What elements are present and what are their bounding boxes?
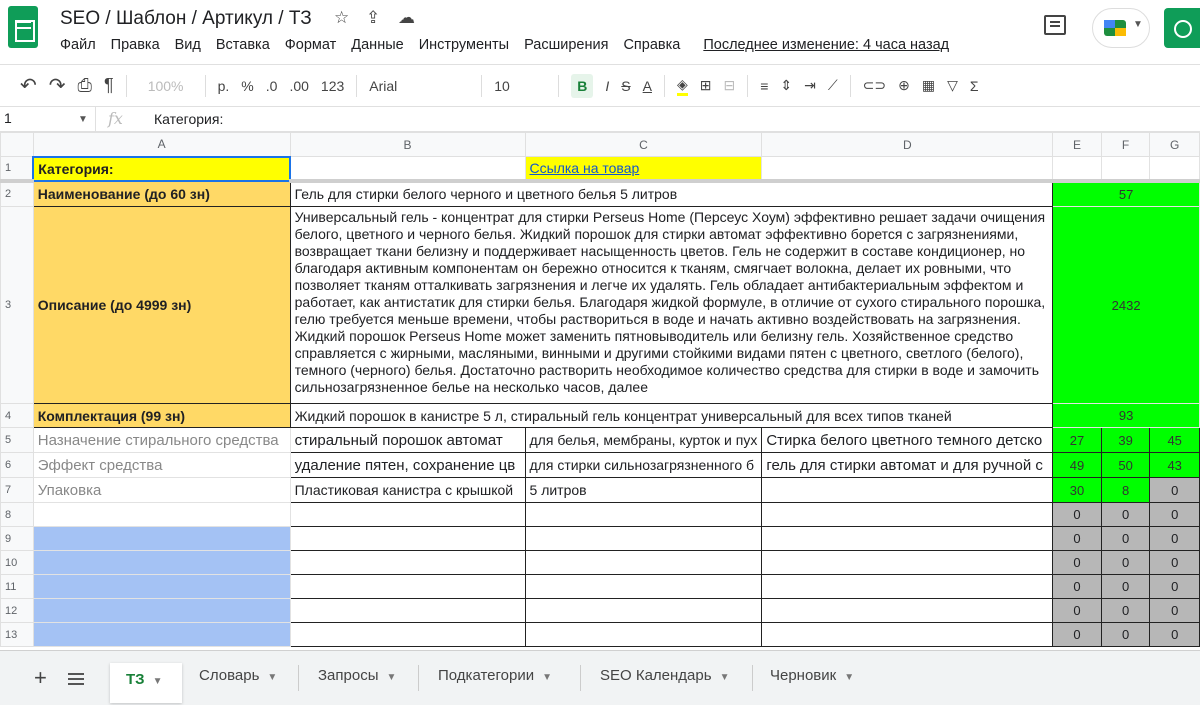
chevron-down-icon: ▼ xyxy=(78,114,88,125)
font-size-select[interactable]: 10 xyxy=(494,77,510,94)
insert-chart-icon[interactable]: ▦ xyxy=(921,77,936,93)
cell[interactable] xyxy=(290,527,525,551)
cell[interactable] xyxy=(290,623,525,647)
cell-zero[interactable]: 0 xyxy=(1053,503,1102,527)
horizontal-align-icon[interactable]: ≡ xyxy=(760,77,769,94)
select-all-corner[interactable] xyxy=(1,133,34,157)
row-header[interactable]: 3 xyxy=(1,207,34,404)
insert-link-icon[interactable]: ⊂⊃ xyxy=(862,77,887,93)
move-folder-icon[interactable]: ⇪ xyxy=(366,8,381,27)
menu-data[interactable]: Данные xyxy=(351,37,404,53)
menu-view[interactable]: Вид xyxy=(174,37,201,53)
merge-cells-icon[interactable]: ⊟ xyxy=(723,77,736,93)
last-edit-link[interactable]: Последнее изменение: 4 часа назад xyxy=(703,37,950,53)
cell-name-label[interactable]: Наименование (до 60 зн) xyxy=(33,181,290,207)
bold-button[interactable]: B xyxy=(571,74,593,98)
cell-zero[interactable]: 0 xyxy=(1101,599,1150,623)
toolbar-divider xyxy=(664,75,665,97)
tab-divider xyxy=(418,665,419,691)
cell[interactable] xyxy=(525,527,762,551)
cell-purpose-g[interactable]: 45 xyxy=(1150,428,1200,453)
paint-format-icon[interactable]: ¶ xyxy=(103,75,114,95)
row-header[interactable]: 1 xyxy=(1,157,34,181)
row-header[interactable]: 2 xyxy=(1,181,34,207)
cell[interactable] xyxy=(290,157,525,181)
sheet-tab-label: Запросы xyxy=(318,667,379,684)
menu-extensions[interactable]: Расширения xyxy=(524,37,609,53)
sheet-tab-label: SEO Календарь xyxy=(600,667,712,684)
toolbar-divider xyxy=(558,75,559,97)
chevron-down-icon[interactable]: ▼ xyxy=(844,672,855,683)
cell-zero[interactable]: 0 xyxy=(1101,551,1150,575)
menu-file[interactable]: Файл xyxy=(60,37,96,53)
share-button[interactable] xyxy=(1164,8,1200,48)
cell-effect-d[interactable]: гель для стирки автомат и для ручной с xyxy=(762,453,1053,478)
cell[interactable] xyxy=(525,503,762,527)
add-sheet-icon[interactable]: + xyxy=(34,665,47,690)
sheet-tab-label: ТЗ xyxy=(126,671,145,688)
cell-package-label[interactable]: Упаковка xyxy=(33,478,290,503)
cell-zero[interactable]: 0 xyxy=(1101,527,1150,551)
zoom-select[interactable]: 100% xyxy=(147,77,184,94)
more-formats-button[interactable]: 123 xyxy=(320,77,345,94)
menu-insert[interactable]: Вставка xyxy=(215,37,270,53)
cell[interactable] xyxy=(33,575,290,599)
column-header-f[interactable]: F xyxy=(1101,133,1150,157)
cell[interactable] xyxy=(33,503,290,527)
cell-name-value[interactable]: Гель для стирки белого черного и цветного белья 5 литров xyxy=(290,181,1053,207)
borders-icon[interactable]: ⊞ xyxy=(699,77,712,93)
font-select[interactable]: Arial xyxy=(369,77,398,94)
italic-button[interactable]: I xyxy=(605,77,610,94)
cell-product-link[interactable]: Ссылка на товар xyxy=(525,157,762,181)
cell[interactable] xyxy=(762,478,1053,503)
cell[interactable] xyxy=(762,503,1053,527)
cell[interactable] xyxy=(762,623,1053,647)
cell-kit-count[interactable]: 93 xyxy=(1053,404,1200,428)
cell-name-count[interactable]: 57 xyxy=(1053,181,1200,207)
menu-edit[interactable]: Правка xyxy=(110,37,160,53)
cell-purpose-f[interactable]: 39 xyxy=(1101,428,1150,453)
title-bar xyxy=(0,0,1200,64)
cell-purpose-label[interactable]: Назначение стирального средства xyxy=(33,428,290,453)
cell-purpose-e[interactable]: 27 xyxy=(1053,428,1102,453)
toolbar xyxy=(0,64,1200,106)
toolbar-divider xyxy=(126,75,127,97)
cell-zero[interactable]: 0 xyxy=(1053,623,1102,647)
cell[interactable] xyxy=(762,551,1053,575)
toolbar-divider xyxy=(205,75,206,97)
cell[interactable] xyxy=(33,551,290,575)
cell-package-f[interactable]: 8 xyxy=(1101,478,1150,503)
cell-effect-b[interactable]: удаление пятен, сохранение цв xyxy=(290,453,525,478)
tab-divider xyxy=(298,665,299,691)
cell-table xyxy=(0,132,1200,647)
insert-comment-icon[interactable]: ⊕ xyxy=(898,77,910,93)
sheet-tab-seo-calendar[interactable] xyxy=(600,667,729,684)
increase-decimal-button[interactable]: .00 xyxy=(289,77,309,94)
cell-zero[interactable]: 0 xyxy=(1101,503,1150,527)
formula-input[interactable]: Категория: xyxy=(154,111,224,127)
strikethrough-button[interactable]: S xyxy=(621,77,631,94)
toolbar-divider xyxy=(850,75,851,97)
cell-effect-f[interactable]: 50 xyxy=(1101,453,1150,478)
document-title[interactable]: SEO / Шаблон / Артикул / ТЗ xyxy=(60,8,312,29)
row-header[interactable]: 10 xyxy=(1,551,34,575)
column-header-g[interactable]: G xyxy=(1150,133,1200,157)
meet-button[interactable] xyxy=(1092,8,1150,48)
cell-zero[interactable]: 0 xyxy=(1150,575,1200,599)
sheet-tab-t3[interactable] xyxy=(110,663,182,703)
menu-help[interactable]: Справка xyxy=(623,37,681,53)
chevron-down-icon: ▼ xyxy=(1133,19,1143,30)
cell[interactable] xyxy=(762,157,1053,181)
cell[interactable] xyxy=(33,623,290,647)
cell-zero[interactable]: 0 xyxy=(1053,575,1102,599)
cell[interactable] xyxy=(762,599,1053,623)
cell[interactable] xyxy=(762,575,1053,599)
cell-category-label[interactable]: Категория: xyxy=(33,157,290,181)
cell[interactable] xyxy=(1101,157,1150,181)
menu-tools[interactable]: Инструменты xyxy=(418,37,510,53)
cell[interactable] xyxy=(525,623,762,647)
row-header[interactable]: 12 xyxy=(1,599,34,623)
meet-icon xyxy=(1104,20,1126,36)
vertical-align-icon[interactable]: ⇕ xyxy=(780,77,793,93)
cell-package-b[interactable]: Пластиковая канистра с крышкой xyxy=(290,478,525,503)
row-header[interactable]: 7 xyxy=(1,478,34,503)
menu-format[interactable]: Формат xyxy=(284,37,337,53)
cell-kit-label[interactable]: Комплектация (99 зн) xyxy=(33,404,290,428)
cell-zero[interactable]: 0 xyxy=(1150,527,1200,551)
toolbar-divider xyxy=(747,75,748,97)
cell-zero[interactable]: 0 xyxy=(1150,599,1200,623)
cell-purpose-c[interactable]: для белья, мембраны, курток и пух xyxy=(525,428,762,453)
sheet-tab-label: Словарь xyxy=(199,667,260,684)
sheet-tab-chernovik[interactable] xyxy=(770,667,854,684)
row-header[interactable]: 11 xyxy=(1,575,34,599)
cell[interactable] xyxy=(525,599,762,623)
star-icon[interactable]: ☆ xyxy=(334,8,350,27)
filter-icon[interactable]: ▽ xyxy=(947,77,958,93)
formula-bar xyxy=(0,106,1200,132)
chevron-down-icon[interactable]: ▼ xyxy=(386,672,397,683)
cell-package-g[interactable]: 0 xyxy=(1150,478,1200,503)
row-header[interactable]: 8 xyxy=(1,503,34,527)
row-header[interactable]: 6 xyxy=(1,453,34,478)
column-header-d[interactable]: D xyxy=(762,133,1053,157)
cell[interactable] xyxy=(525,551,762,575)
cell[interactable] xyxy=(290,575,525,599)
cell-effect-c[interactable]: для стирки сильнозагрязненного б xyxy=(525,453,762,478)
cell-package-e[interactable]: 30 xyxy=(1053,478,1102,503)
name-box-value: 1 xyxy=(4,110,12,126)
cell[interactable] xyxy=(1150,157,1200,181)
cell-zero[interactable]: 0 xyxy=(1053,599,1102,623)
cell-package-c[interactable]: 5 литров xyxy=(525,478,762,503)
comments-icon[interactable] xyxy=(1044,15,1066,35)
chevron-down-icon[interactable]: ▼ xyxy=(542,672,552,683)
sheet-tab-podkategorii[interactable] xyxy=(438,667,552,684)
chevron-down-icon[interactable]: ▼ xyxy=(719,672,730,683)
functions-icon[interactable]: Σ xyxy=(969,77,979,94)
description-text: Универсальный гель - концентрат для стирки Perseus Home (Персеус Хоум) эффективно решает задачи очищения белого, цветного и черного белья. Жидкий порошок для стирки автомат эффективно борется с загрязнениями, возвращает ткани белизну и поддерживает насыщенность цветов. Гель не содержит в составе кондиционер, но благодаря активным компонентам он бережно относится к тканям, смягчает волокна, делает их ровными, что позволяет тканям отталкивать загрязнения и легче их удалять. Гель обладает антибактериальным эффектом и работает, как антистатик для стирки белья. Благодаря жидкой формуле, в отличие от сухого стирального порошка, гелю требуется меньше времени, чтобы раствориться в воде и начать активно воздействовать на загрязнения. Жидкий порошок Perseus Home может заменить пятновыводитель или белизну гель. Хозяйственное средство справляется с жирными, масляными, винными и другими стойкими видами пятен с цветного, светлого (белого), темного (черного) белья. Достаточно растворить необходимое количество средства для стирки в воде и замочить сильнозагрязненное белье на несколько часов, далее xyxy=(294,209,1046,395)
cell-zero[interactable]: 0 xyxy=(1101,623,1150,647)
cell[interactable] xyxy=(33,527,290,551)
percent-button[interactable]: % xyxy=(241,77,254,94)
sheet-tab-zaprosy[interactable] xyxy=(318,667,396,684)
sheet-tab-label: Подкатегории xyxy=(438,667,535,684)
cell[interactable] xyxy=(525,575,762,599)
cell-zero[interactable]: 0 xyxy=(1150,503,1200,527)
cell-zero[interactable]: 0 xyxy=(1101,575,1150,599)
fx-icon: fx xyxy=(108,109,123,128)
text-color-button[interactable]: A xyxy=(642,77,652,94)
cell-effect-g[interactable]: 43 xyxy=(1150,453,1200,478)
chevron-down-icon[interactable]: ▼ xyxy=(267,672,278,683)
text-rotation-icon[interactable]: ⟋ xyxy=(827,77,838,93)
cell-effect-label[interactable]: Эффект средства xyxy=(33,453,290,478)
cell-description-label[interactable]: Описание (до 4999 зн) xyxy=(33,207,290,404)
print-icon[interactable]: ⎙ xyxy=(77,75,92,95)
cell-effect-e[interactable]: 49 xyxy=(1053,453,1102,478)
column-header-e[interactable]: E xyxy=(1053,133,1102,157)
row-header[interactable]: 13 xyxy=(1,623,34,647)
cell-purpose-b[interactable]: стиральный порошок автомат xyxy=(290,428,525,453)
spreadsheet-grid xyxy=(0,132,1200,650)
sheet-tab-slovar[interactable] xyxy=(199,667,277,684)
cell[interactable] xyxy=(290,551,525,575)
cell-description-value[interactable] xyxy=(290,207,1053,404)
cell-description-count[interactable]: 2432 xyxy=(1053,207,1200,404)
cell-purpose-d[interactable]: Стирка белого цветного темного детско xyxy=(762,428,1053,453)
undo-icon[interactable]: ↶ xyxy=(20,75,37,97)
all-sheets-icon[interactable] xyxy=(68,673,84,685)
cell[interactable] xyxy=(1053,157,1102,181)
cloud-status-icon[interactable]: ☁ xyxy=(398,8,415,27)
cell[interactable] xyxy=(762,527,1053,551)
column-header-a[interactable]: A xyxy=(33,133,290,157)
decrease-decimal-button[interactable]: .0 xyxy=(265,77,278,94)
tab-divider xyxy=(580,665,581,691)
text-wrap-icon[interactable]: ⇥ xyxy=(804,77,816,93)
redo-icon[interactable]: ↷ xyxy=(48,75,66,97)
currency-button[interactable]: р. xyxy=(217,77,230,94)
row-header[interactable]: 4 xyxy=(1,404,34,428)
cell-zero[interactable]: 0 xyxy=(1053,551,1102,575)
cell-zero[interactable]: 0 xyxy=(1053,527,1102,551)
column-header-b[interactable]: B xyxy=(290,133,525,157)
toolbar-divider xyxy=(481,75,482,97)
sheets-logo-icon[interactable] xyxy=(8,6,38,48)
sheet-tab-bar xyxy=(0,650,1200,705)
cell-kit-value[interactable]: Жидкий порошок в канистре 5 л, стиральный гель концентрат универсальный для всех типов тканей xyxy=(290,404,1053,428)
row-header[interactable]: 9 xyxy=(1,527,34,551)
fill-color-icon[interactable]: ◈ xyxy=(677,76,688,96)
column-header-c[interactable]: C xyxy=(525,133,762,157)
cell-zero[interactable]: 0 xyxy=(1150,623,1200,647)
toolbar-divider xyxy=(356,75,357,97)
cell-zero[interactable]: 0 xyxy=(1150,551,1200,575)
cell[interactable] xyxy=(290,503,525,527)
tab-divider xyxy=(752,665,753,691)
cell[interactable] xyxy=(290,599,525,623)
row-header[interactable]: 5 xyxy=(1,428,34,453)
chevron-down-icon[interactable]: ▼ xyxy=(152,676,163,687)
cell[interactable] xyxy=(33,599,290,623)
menu-bar xyxy=(60,37,964,53)
sheet-tab-label: Черновик xyxy=(770,667,837,684)
